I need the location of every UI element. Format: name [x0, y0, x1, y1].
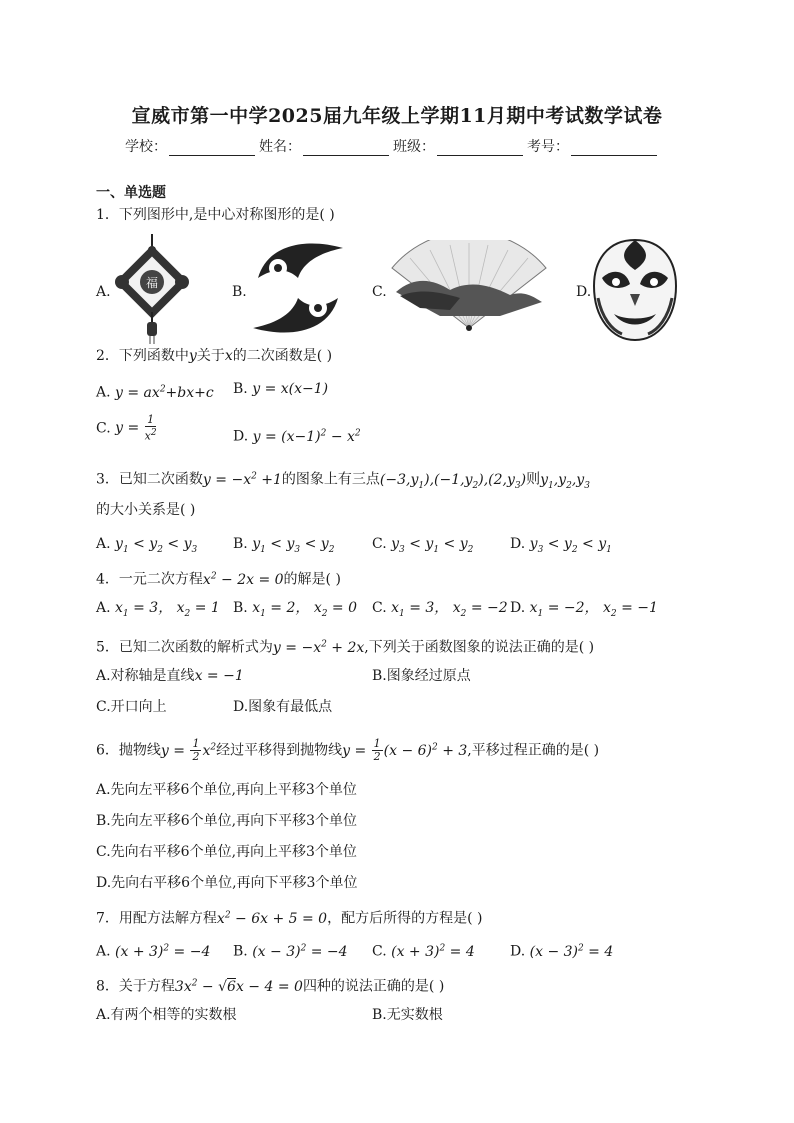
q4-c-label: C. [372, 600, 387, 616]
q5-stem-pre: 5．已知二次函数的解析式为 [96, 639, 273, 656]
q3-c-label: C. [372, 536, 387, 552]
q7-stem [96, 906, 482, 928]
q3-function: $y = -x^2 +1$ [202, 471, 282, 488]
q8-option-b: B.无实数根 [372, 1007, 443, 1023]
q3-stem-line2: 的大小关系是( ) [96, 502, 196, 518]
q2-option-d [233, 424, 361, 446]
q7-stem-pre: 7．用配方法解方程 [96, 910, 217, 927]
q5-stem [96, 635, 594, 657]
q2-c-label: C. [96, 420, 111, 437]
page-title: 宣威市第一中学2025届九年级上学期11月期中考试数学试卷 [131, 105, 663, 127]
q3-option-d [510, 535, 612, 559]
name-label: 姓名： [259, 139, 301, 155]
q5-function: $y = -x^2 + 2x$ [272, 639, 365, 656]
number-label: 考号： [527, 139, 569, 155]
fish-papercut-icon [248, 238, 348, 338]
q2-a-expr: $y = ax^2+bx+c$ [115, 384, 214, 401]
q6-stem [96, 738, 599, 763]
q4-stem-pre: 4．一元二次方程 [96, 571, 203, 588]
q7-option-c [372, 939, 475, 961]
q4-d-label: D. [510, 600, 526, 616]
q3-points: $(-3,y_1),(-1,y_2),(2,y_3)$ [379, 471, 527, 491]
q7-option-d [510, 939, 613, 961]
chinese-knot-icon [112, 234, 192, 344]
q5-option-b: B.图象经过原点 [372, 668, 471, 684]
q6-function-1: y = $\frac{1}{2}$ $x^2$ [160, 737, 217, 764]
q3-option-b [233, 535, 334, 559]
q2-b-label: B. [233, 381, 248, 397]
q4-equation: $x^2 - 2x = 0$ [202, 571, 284, 588]
q8-stem-post: 四种的说法正确的是( ) [302, 978, 445, 995]
q4-option-b [233, 599, 357, 623]
q5-a-expr: x = −1 [194, 668, 244, 684]
q2-stem-mid: 关于 [196, 348, 225, 364]
q2-option-a [96, 380, 214, 402]
q6-option-b: B.先向左平移6个单位,再向下平移3个单位 [96, 813, 358, 829]
q4-b-expr: $x_1 = 2$， $x_2 = 0$ [252, 600, 358, 619]
q4-option-d [510, 599, 658, 623]
q6-function-2: y = $\frac{1}{2}$ $(x - 6)^2 + 3$ [342, 737, 468, 764]
q2-b-expr: y = x(x−1) [252, 381, 329, 397]
q5-a-text: A.对称轴是直线 [96, 668, 195, 684]
q2-var-y: y [188, 348, 197, 364]
q8-option-a: A.有两个相等的实数根 [96, 1007, 237, 1023]
q3-stem-pre: 3．已知二次函数 [96, 471, 203, 488]
q4-c-expr: $x_1 = 3$， $x_2 = -2$ [391, 600, 508, 619]
q5-stem-post: ,下列关于函数图象的说法正确的是( ) [364, 639, 595, 656]
q1-option-a-label: A. [96, 284, 111, 300]
q3-d-expr: $y_3 < y_2 < y_1$ [529, 536, 612, 555]
school-label: 学校： [125, 139, 167, 155]
svg-text:福: 福 [145, 276, 159, 290]
q7-option-b [233, 939, 348, 961]
q6-stem-post: ,平移过程正确的是( ) [467, 742, 600, 759]
q3-a-label: A. [96, 536, 111, 552]
q4-option-c [372, 599, 508, 623]
q2-option-b [233, 380, 328, 398]
q2-d-label: D. [233, 428, 249, 445]
name-blank [303, 141, 389, 156]
q7-d-expr: $(x - 3)^2 = 4$ [529, 943, 614, 960]
opera-mask-icon [592, 238, 678, 342]
q2-stem-pre: 2．下列函数中 [96, 348, 189, 364]
q7-stem-post: ，配方后所得的方程是( ) [327, 910, 483, 927]
q7-b-expr: $(x - 3)^2 = -4$ [252, 943, 348, 960]
q1-option-b-label: B. [232, 284, 247, 300]
q3-b-label: B. [233, 536, 248, 552]
q2-stem [96, 347, 332, 365]
q7-c-expr: $(x + 3)^2 = 4$ [391, 943, 475, 960]
section-heading: 一、单选题 [96, 185, 166, 201]
q8-equation: $3x^2 - √6x - 4 = 0$ [174, 978, 303, 995]
q2-var-x: x [224, 348, 233, 364]
q3-option-a [96, 535, 197, 559]
q5-option-d: D.图象有最低点 [233, 699, 333, 715]
q2-option-c [96, 414, 158, 443]
q7-equation: $x^2 - 6x + 5 = 0$ [216, 910, 328, 927]
q5-option-c: C.开口向上 [96, 699, 167, 715]
q3-d-label: D. [510, 536, 526, 552]
student-info-row [125, 136, 661, 156]
q3-b-expr: $y_1 < y_3 < y_2$ [252, 536, 335, 555]
q1-stem: 1．下列图形中,是中心对称图形的是( ) [96, 207, 335, 223]
q7-a-label: A. [96, 943, 111, 960]
q4-stem-post: 的解是( ) [283, 571, 341, 588]
q8-stem [96, 974, 444, 996]
q6-option-c: C.先向右平移6个单位,再向上平移3个单位 [96, 844, 357, 860]
q7-b-label: B. [233, 943, 248, 960]
q3-stem-mid: 的图象上有三点 [281, 471, 380, 488]
q2-c-expr: y = $\frac{1}{x^2}$ [115, 413, 157, 443]
class-label: 班级： [393, 139, 435, 155]
q5-option-a [96, 667, 244, 685]
q1-option-d-label: D. [576, 284, 592, 300]
q4-a-expr: $x_1 = 3$， $x_2 = 1$ [115, 600, 220, 619]
q4-d-expr: $x_1 = -2$， $x_2 = -1$ [529, 600, 658, 619]
q7-option-a [96, 939, 210, 961]
class-blank [437, 141, 523, 156]
q2-d-expr: $y = (x-1)^2 - x^2$ [252, 428, 361, 445]
q3-c-expr: $y_3 < y_1 < y_2$ [391, 536, 474, 555]
q2-a-label: A. [96, 384, 111, 401]
q2-stem-post: 的二次函数是( ) [232, 348, 333, 364]
q3-stem-post: 则 [526, 471, 541, 488]
school-blank [169, 141, 255, 156]
q4-b-label: B. [233, 600, 248, 616]
q6-option-a: A.先向左平移6个单位,再向上平移3个单位 [96, 782, 357, 798]
q6-option-d: D.先向右平移6个单位,再向下平移3个单位 [96, 875, 358, 891]
q7-d-label: D. [510, 943, 526, 960]
q6-stem-pre: 6．抛物线 [96, 742, 161, 759]
q7-c-label: C. [372, 943, 387, 960]
q4-option-a [96, 599, 220, 623]
number-blank [571, 141, 657, 156]
q7-a-expr: $(x + 3)^2 = -4$ [115, 943, 211, 960]
q8-stem-pre: 8．关于方程 [96, 978, 175, 995]
q4-stem [96, 567, 341, 589]
q3-vars: $y_1,y_2,y_3$ [540, 471, 590, 491]
q4-a-label: A. [96, 600, 111, 616]
folding-fan-icon [390, 240, 548, 332]
q3-a-expr: $y_1 < y_2 < y_3$ [115, 536, 198, 555]
q6-stem-mid: 经过平移得到抛物线 [216, 742, 343, 759]
q3-stem [96, 467, 590, 494]
q1-option-c-label: C. [372, 284, 387, 300]
q3-option-c [372, 535, 473, 559]
